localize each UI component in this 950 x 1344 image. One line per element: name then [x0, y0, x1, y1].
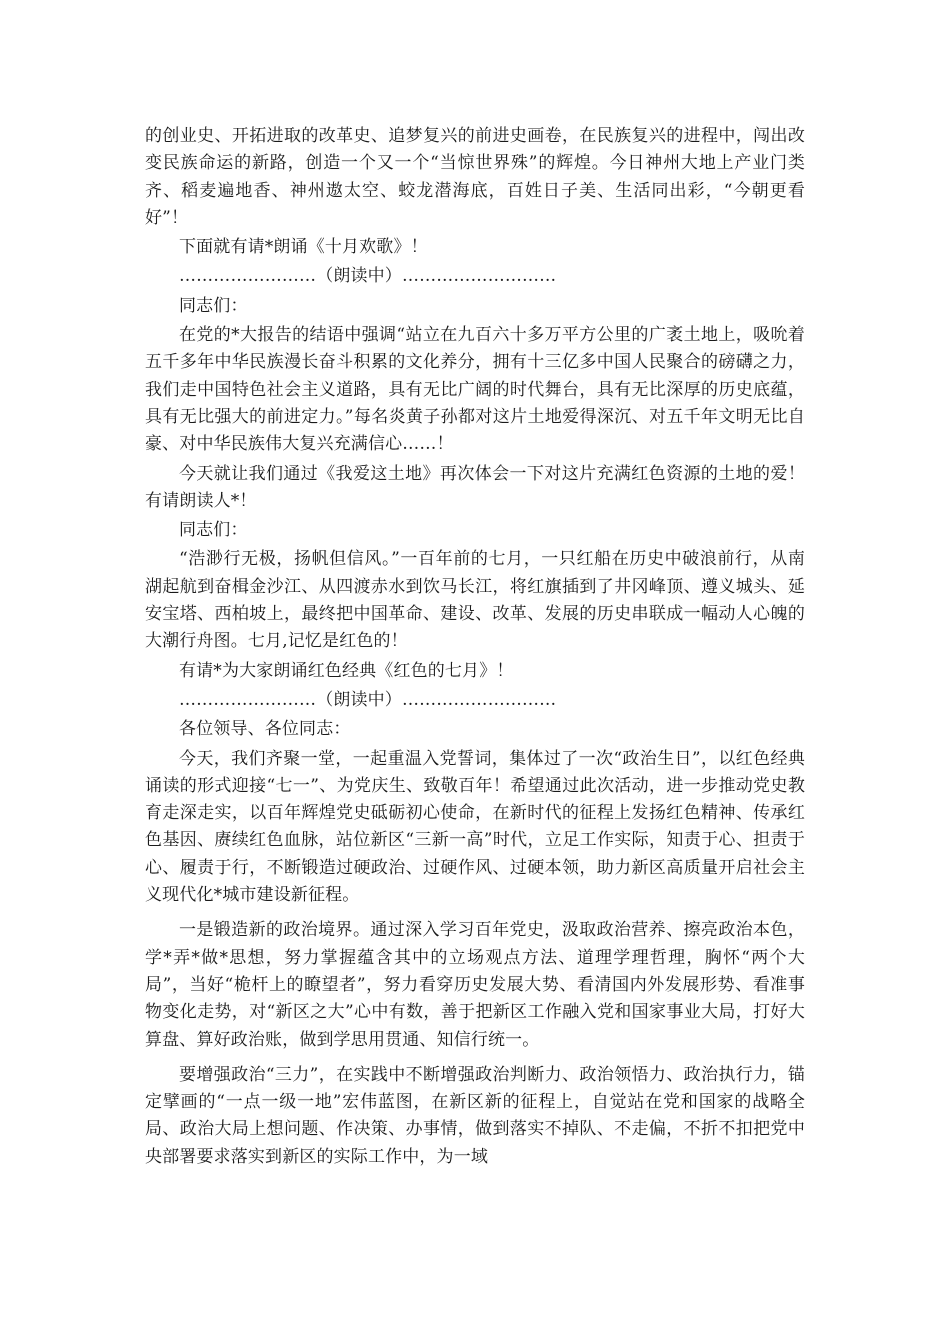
paragraph-reading-marker: ……………………（朗读中）………………………	[179, 689, 557, 710]
paragraph-reading-marker: ……………………（朗读中）………………………	[179, 266, 557, 287]
paragraph-invite-recitation: 有请*为大家朗诵红色经典《红色的七月》！	[179, 660, 514, 681]
paragraph-closing-remarks: 今天，我们齐聚一堂，一起重温入党誓词，集体过了一次“政治生日”，以红色经典诵读的形式迎接“七一”、为党庆生、致敬百年！希望通过此次活动，进一步推动党史教育走深走实，以百年辉煌党史砥砺初心使命，在新时代的征程上发扬红色精神、传承红色基因、赓续红色血脉，站位新区“三新一高”时代，立足工作实际，知责于心、担责于心、履责于行，不断锻造过硬政治、过硬作风、过硬本领，助力新区高质量开启社会主义现代化*城市建设新征程。	[145, 748, 805, 906]
paragraph-salutation: 同志们：	[179, 520, 248, 541]
paragraph-salutation: 各位领导、各位同志：	[179, 719, 351, 740]
paragraph-red-boat: “浩渺行无极，扬帆但信风。”一百年前的七月，一只红船在历史中破浪前行，从南湖起航到奋楫金沙江、从四渡赤水到饮马长江，将红旗插到了井冈峰顶、遵义城头、延安宝塔、西柏坡上，最终把中国革命、建设、改革、发展的历史串联成一幅动人心魄的大潮行舟图。七月,记忆是红色的！	[145, 549, 805, 652]
paragraph-report-quote: 在党的*大报告的结语中强调“站立在九百六十多万平方公里的广袤土地上，吸吮着五千多年中华民族漫长奋斗积累的文化养分，拥有十三亿多中国人民聚合的磅礴之力，我们走中国特色社会主义道路，具有无比广阔的时代舞台，具有无比深厚的历史底蕴，具有无比强大的前进定力。”每名炎黄子孙都对这片土地爱得深沉、对五千年文明无比自豪、对中华民族伟大复兴充满信心……！	[145, 325, 805, 455]
paragraph-continuation: 的创业史、开拓进取的改革史、追梦复兴的前进史画卷，在民族复兴的进程中，闯出改变民族命运的新路，创造一个又一个“当惊世界殊”的辉煌。今日神州大地上产业门类齐、稻麦遍地香、神州遨太空、蛟龙潜海底，百姓日子美、生活同出彩，“今朝更看好”！	[145, 126, 805, 228]
paragraph-invite-recitation: 下面就有请*朗诵《十月欢歌》！	[179, 237, 428, 258]
paragraph-invite-reader: 今天就让我们通过《我爱这土地》再次体会一下对这片充满红色资源的土地的爱！有请朗读人*！	[145, 463, 805, 511]
paragraph-salutation: 同志们：	[179, 295, 248, 316]
document-body	[145, 123, 805, 1173]
paragraph-three-forces: 要增强政治“三力”，在实践中不断增强政治判断力、政治领悟力、政治执行力，锚定擘画的“一点一级一地”宏伟蓝图，在新区新的征程上，自觉站在党和国家的战略全局、政治大局上想问题、作决策、办事情，做到落实不掉队、不走偏，不折不扣把党中央部署要求落实到新区的实际工作中，为一域	[145, 1064, 805, 1167]
paragraph-political-realm: 一是锻造新的政治境界。通过深入学习百年党史，汲取政治营养、擦亮政治本色，学*弄*做*思想，努力掌握蕴含其中的立场观点方法、道理学理哲理，胸怀“两个大局”，当好“桅杆上的瞭望者”，努力看穿历史发展大势、看清国内外发展形势、看准事物变化走势，对“新区之大”心中有数，善于把新区工作融入党和国家事业大局，打好大算盘、算好政治账，做到学思用贯通、知信行统一。	[145, 920, 805, 1050]
